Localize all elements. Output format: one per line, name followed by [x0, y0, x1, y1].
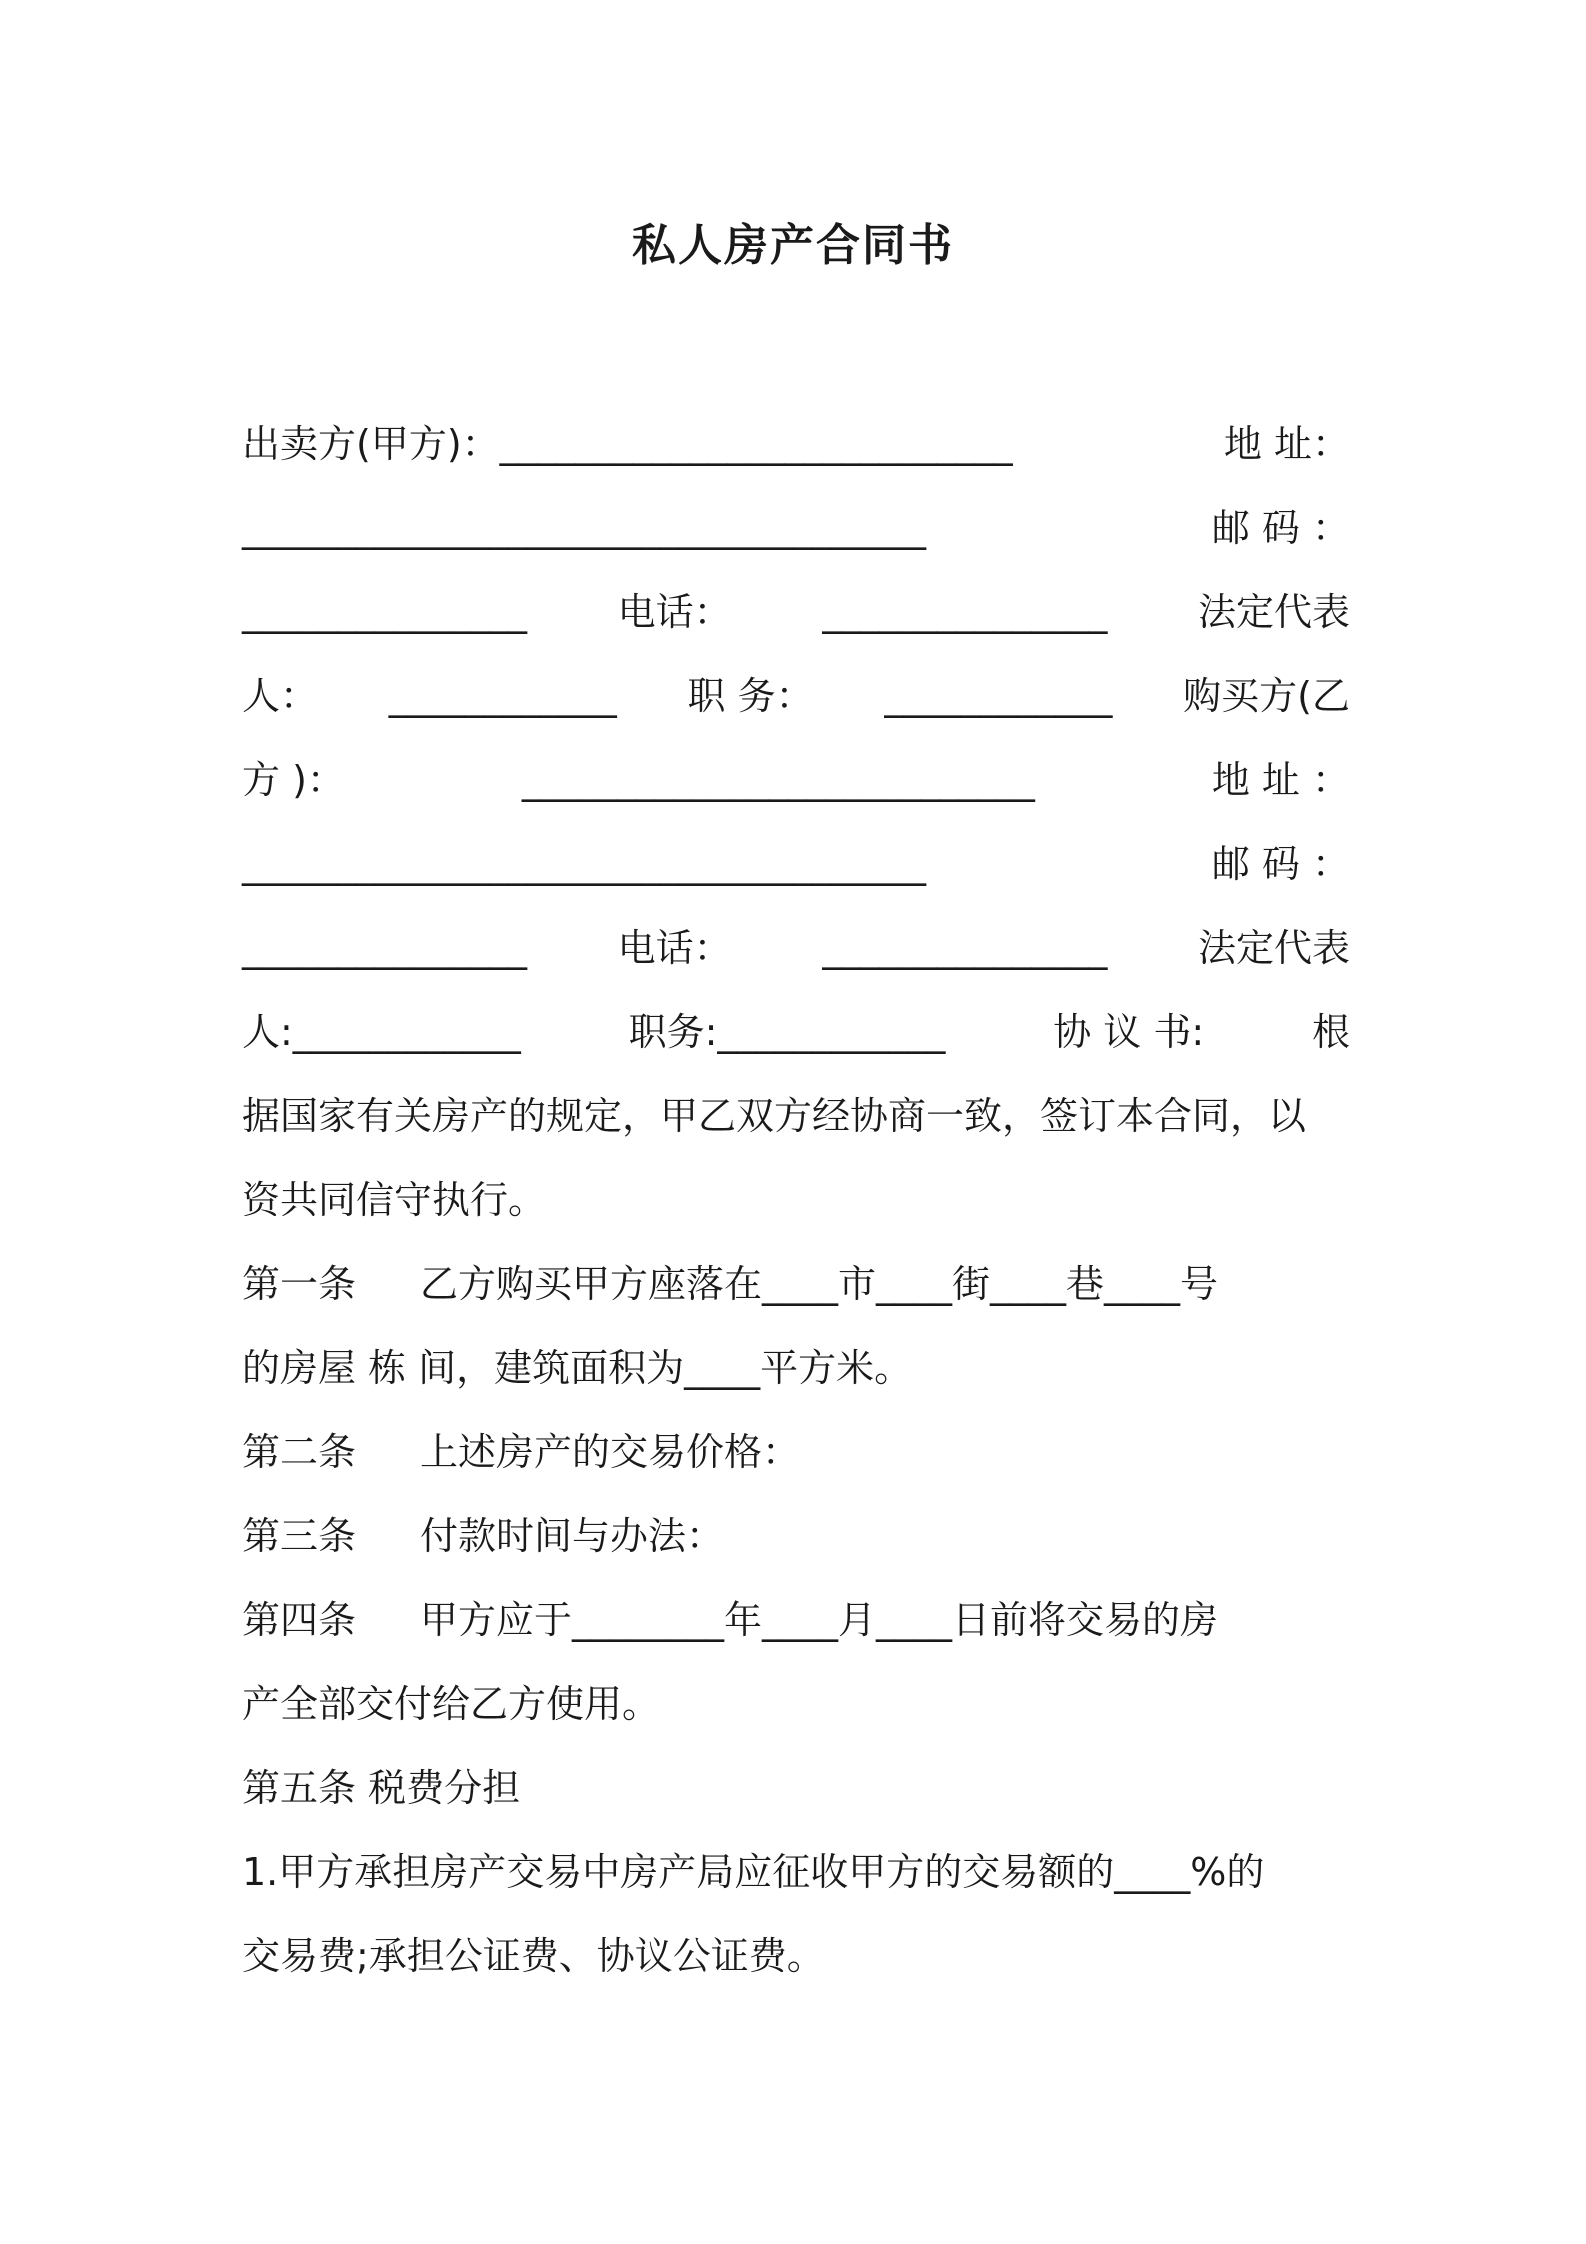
buyer-label: 购买方(乙	[1183, 674, 1350, 718]
text-line	[242, 906, 1350, 990]
buyer-phone-blank: _______________	[822, 926, 1108, 970]
buyer-postcode-blank: _______________	[242, 926, 527, 970]
buyer-postcode-label: 邮 码 ：	[1211, 842, 1350, 886]
clause-text-continued: 的房屋 栋 间，建筑面积为____平方米。	[242, 1346, 913, 1390]
buyer-phone-label: 电话：	[617, 926, 732, 970]
agreement-text-end: 资共同信守执行。	[242, 1178, 547, 1222]
seller-rep-blank: ____________	[388, 674, 617, 718]
text-line	[242, 654, 1350, 738]
agreement-text: 据国家有关房产的规定，甲乙双方经协商一致，签订本合同，以	[242, 1094, 1307, 1138]
text-line	[242, 402, 1350, 486]
buyer-position-field: 职务:____________	[628, 1010, 946, 1054]
seller-phone-blank: _______________	[822, 590, 1108, 634]
text-line	[242, 1326, 1350, 1410]
clause-text: 甲方应于________年____月____日前将交易的房	[420, 1598, 1219, 1642]
buyer-rep-label: 法定代表	[1197, 926, 1350, 970]
clause-number: 第二条	[242, 1430, 357, 1474]
clause-item-continued: 交易费;承担公证费、协议公证费。	[242, 1934, 825, 1978]
clause-number: 第四条	[242, 1598, 357, 1642]
clause-text: 上述房产的交易价格：	[420, 1430, 801, 1474]
clause-text: 付款时间与办法：	[420, 1514, 725, 1558]
seller-rep-label-end: 人：	[242, 674, 319, 718]
clause-5	[242, 1746, 1350, 1830]
agreement-text-start: 根	[1311, 1010, 1350, 1054]
seller-address-blank: ____________________________________	[242, 506, 926, 550]
text-line	[242, 1074, 1350, 1158]
text-line	[242, 990, 1350, 1074]
buyer-label-end: 方 )：	[242, 758, 345, 802]
buyer-rep-field: 人:____________	[242, 1010, 521, 1054]
seller-position-blank: ____________	[884, 674, 1113, 718]
buyer-address-label: 地 址 ：	[1211, 758, 1350, 802]
clause-3	[242, 1494, 1350, 1578]
seller-address-label: 地 址：	[1223, 422, 1350, 466]
buyer-name-blank: ___________________________	[521, 758, 1035, 802]
seller-rep-label: 法定代表	[1197, 590, 1350, 634]
clause-2	[242, 1410, 1350, 1494]
text-line	[242, 1662, 1350, 1746]
seller-name-field: 出卖方(甲方)：___________________________	[242, 422, 1013, 466]
clause-number: 第一条	[242, 1262, 357, 1306]
seller-postcode-blank: _______________	[242, 590, 527, 634]
clause-text: 乙方购买甲方座落在____市____街____巷____号	[420, 1262, 1219, 1306]
seller-postcode-label: 邮 码 ：	[1211, 506, 1350, 550]
text-line	[242, 486, 1350, 570]
agreement-label: 协 议 书:	[1053, 1010, 1205, 1054]
clause-number: 第三条	[242, 1514, 357, 1558]
seller-position-label: 职 务：	[687, 674, 814, 718]
text-line	[242, 1158, 1350, 1242]
text-line	[242, 1830, 1350, 1914]
seller-phone-label: 电话：	[617, 590, 732, 634]
clause-1	[242, 1242, 1350, 1326]
buyer-address-blank: ____________________________________	[242, 842, 926, 886]
clause-heading: 第五条 税费分担	[242, 1766, 521, 1810]
document-body	[242, 402, 1350, 1998]
text-line	[242, 570, 1350, 654]
document-title: 私人房产合同书	[632, 220, 954, 271]
clause-text-continued: 产全部交付给乙方使用。	[242, 1682, 661, 1726]
text-line	[242, 1914, 1350, 1998]
clause-item: 1.甲方承担房产交易中房产局应征收甲方的交易额的____%的	[242, 1850, 1265, 1894]
text-line	[242, 822, 1350, 906]
text-line	[242, 738, 1350, 822]
clause-4	[242, 1578, 1350, 1662]
